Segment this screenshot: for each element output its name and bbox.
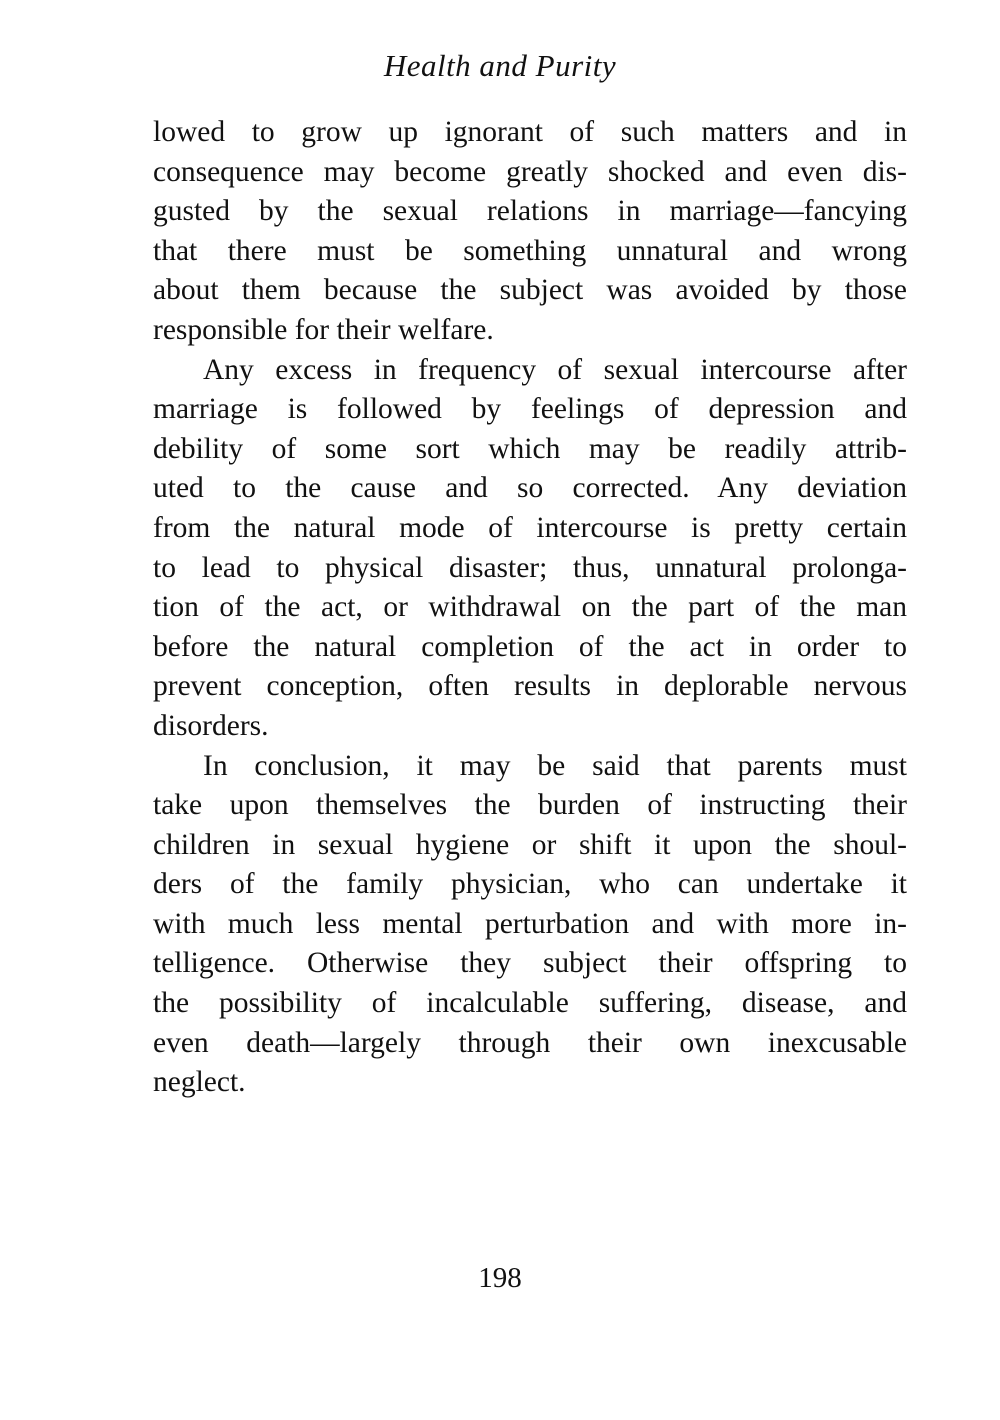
text-line: neglect. (153, 1066, 246, 1099)
text-line: about them because the subject was avoided by those (153, 274, 907, 307)
text-line: even death—largely through their own inexcusable (153, 1026, 907, 1059)
text-line: that there must be something unnatural and wrong (153, 234, 907, 267)
text-line: before the natural completion of the act in order to (153, 630, 907, 663)
text-line: Any excess in frequency of sexual intercourse after (203, 353, 907, 386)
text-line: tion of the act, or withdrawal on the part of the man (153, 591, 907, 624)
page-number: 198 (478, 1262, 522, 1294)
text-line: with much less mental perturbation and with more in- (153, 907, 907, 940)
running-head: Health and Purity (383, 48, 617, 83)
body-text (153, 113, 907, 1103)
text-line: lowed to grow up ignorant of such matters and in (153, 116, 907, 148)
text-line: telligence. Otherwise they subject their offspring to (153, 947, 907, 980)
text-line: ders of the family physician, who can undertake it (153, 868, 907, 901)
text-line: uted to the cause and so corrected. Any deviation (153, 472, 907, 505)
text-line: take upon themselves the burden of instructing their (153, 789, 907, 822)
paragraph (153, 113, 907, 351)
text-line: gusted by the sexual relations in marriage—fancying (153, 195, 907, 228)
text-line: children in sexual hygiene or shift it upon the shoul- (153, 828, 907, 861)
text-line: from the natural mode of intercourse is pretty certain (153, 511, 907, 544)
text-line: In conclusion, it may be said that parents must (203, 749, 907, 782)
text-line: disorders. (153, 709, 269, 742)
text-line: marriage is followed by feelings of depression and (153, 393, 907, 426)
text-line: the possibility of incalculable suffering, disease, and (153, 987, 907, 1020)
text-line: responsible for their welfare. (153, 313, 494, 346)
paragraph (153, 351, 907, 747)
text-line: consequence may become greatly shocked and even dis- (153, 155, 907, 188)
text-line: debility of some sort which may be readily attrib- (153, 432, 907, 465)
text-line: prevent conception, often results in deplorable nervous (153, 670, 907, 703)
paragraph (153, 747, 907, 1103)
text-line: to lead to physical disaster; thus, unnatural prolonga- (153, 551, 907, 584)
